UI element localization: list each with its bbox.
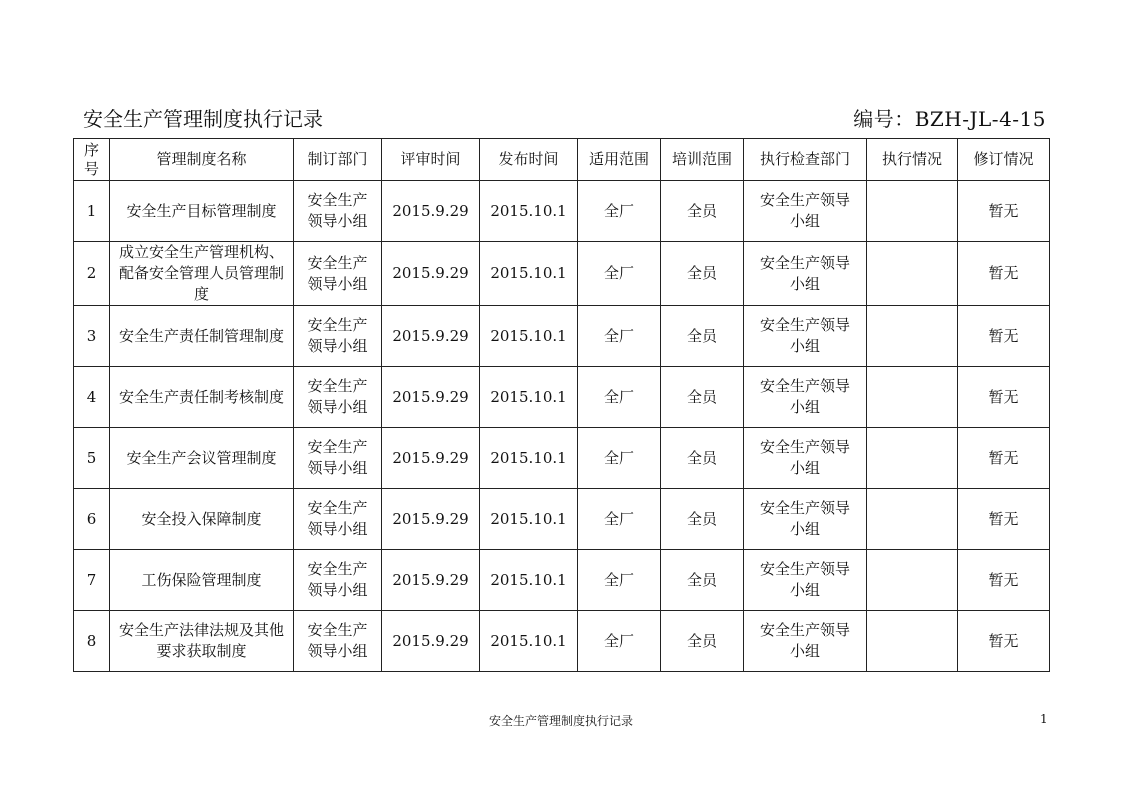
cell-review-date: 2015.9.29 [382,550,480,611]
cell-dept: 安全生产领导小组 [294,181,382,242]
cell-dept: 安全生产领导小组 [294,242,382,306]
cell-number: 4 [74,367,110,428]
cell-check-dept: 安全生产领导小组 [744,489,867,550]
cell-name: 安全生产会议管理制度 [110,428,294,489]
cell-review-date: 2015.9.29 [382,242,480,306]
cell-publish-date: 2015.10.1 [480,550,578,611]
cell-name: 安全生产责任制考核制度 [110,367,294,428]
cell-training: 全员 [661,306,744,367]
cell-execution [867,611,958,672]
header-cell-number: 序号 [74,139,110,181]
header-cell-scope: 适用范围 [578,139,661,181]
table-row [74,181,1050,242]
cell-scope: 全厂 [578,428,661,489]
header-cell-review: 评审时间 [382,139,480,181]
header-cell-execution: 执行情况 [867,139,958,181]
table-row [74,242,1050,306]
cell-review-date: 2015.9.29 [382,611,480,672]
cell-number: 6 [74,489,110,550]
cell-scope: 全厂 [578,306,661,367]
cell-name: 安全生产法律法规及其他要求获取制度 [110,611,294,672]
cell-dept: 安全生产领导小组 [294,489,382,550]
table-row [74,306,1050,367]
cell-scope: 全厂 [578,181,661,242]
header-cell-revision: 修订情况 [958,139,1050,181]
cell-dept: 安全生产领导小组 [294,550,382,611]
header-cell-name: 管理制度名称 [110,139,294,181]
cell-number: 2 [74,242,110,306]
cell-name: 成立安全生产管理机构、配备安全管理人员管理制度 [110,242,294,306]
document-header [83,104,1046,130]
cell-name: 安全投入保障制度 [110,489,294,550]
cell-revision: 暂无 [958,611,1050,672]
record-table [73,138,1050,672]
cell-check-dept: 安全生产领导小组 [744,242,867,306]
header-cell-publish: 发布时间 [480,139,578,181]
cell-training: 全员 [661,242,744,306]
cell-review-date: 2015.9.29 [382,489,480,550]
cell-revision: 暂无 [958,489,1050,550]
cell-number: 1 [74,181,110,242]
cell-review-date: 2015.9.29 [382,367,480,428]
cell-publish-date: 2015.10.1 [480,611,578,672]
cell-publish-date: 2015.10.1 [480,306,578,367]
cell-revision: 暂无 [958,367,1050,428]
cell-scope: 全厂 [578,550,661,611]
cell-dept: 安全生产领导小组 [294,428,382,489]
cell-dept: 安全生产领导小组 [294,367,382,428]
cell-number: 3 [74,306,110,367]
cell-revision: 暂无 [958,550,1050,611]
cell-publish-date: 2015.10.1 [480,428,578,489]
cell-execution [867,550,958,611]
cell-dept: 安全生产领导小组 [294,306,382,367]
document-code: 编号：BZH-JL-4-15 [853,106,1046,131]
cell-name: 工伤保险管理制度 [110,550,294,611]
cell-revision: 暂无 [958,306,1050,367]
cell-training: 全员 [661,367,744,428]
cell-scope: 全厂 [578,367,661,428]
page-number: 1 [1040,712,1048,726]
cell-number: 7 [74,550,110,611]
document-title: 安全生产管理制度执行记录 [83,106,323,131]
cell-revision: 暂无 [958,181,1050,242]
cell-dept: 安全生产领导小组 [294,611,382,672]
table-row [74,428,1050,489]
cell-execution [867,242,958,306]
table-row [74,611,1050,672]
cell-name: 安全生产目标管理制度 [110,181,294,242]
cell-publish-date: 2015.10.1 [480,242,578,306]
cell-review-date: 2015.9.29 [382,306,480,367]
cell-scope: 全厂 [578,611,661,672]
cell-execution [867,181,958,242]
cell-check-dept: 安全生产领导小组 [744,181,867,242]
cell-revision: 暂无 [958,242,1050,306]
cell-training: 全员 [661,489,744,550]
cell-check-dept: 安全生产领导小组 [744,306,867,367]
cell-scope: 全厂 [578,489,661,550]
cell-review-date: 2015.9.29 [382,428,480,489]
cell-publish-date: 2015.10.1 [480,181,578,242]
cell-review-date: 2015.9.29 [382,181,480,242]
table-row [74,367,1050,428]
table-body [74,181,1050,672]
table-header-row [74,139,1050,181]
header-cell-training: 培训范围 [661,139,744,181]
table-row [74,550,1050,611]
footer-title: 安全生产管理制度执行记录 [488,714,633,728]
header-cell-dept: 制订部门 [294,139,382,181]
cell-number: 8 [74,611,110,672]
cell-check-dept: 安全生产领导小组 [744,367,867,428]
cell-execution [867,306,958,367]
cell-check-dept: 安全生产领导小组 [744,550,867,611]
cell-training: 全员 [661,428,744,489]
cell-check-dept: 安全生产领导小组 [744,611,867,672]
cell-execution [867,489,958,550]
cell-check-dept: 安全生产领导小组 [744,428,867,489]
cell-training: 全员 [661,611,744,672]
cell-revision: 暂无 [958,428,1050,489]
header-cell-check: 执行检查部门 [744,139,867,181]
cell-name: 安全生产责任制管理制度 [110,306,294,367]
cell-publish-date: 2015.10.1 [480,489,578,550]
cell-number: 5 [74,428,110,489]
cell-training: 全员 [661,550,744,611]
cell-scope: 全厂 [578,242,661,306]
cell-training: 全员 [661,181,744,242]
cell-execution [867,428,958,489]
cell-publish-date: 2015.10.1 [480,367,578,428]
table-row [74,489,1050,550]
cell-execution [867,367,958,428]
